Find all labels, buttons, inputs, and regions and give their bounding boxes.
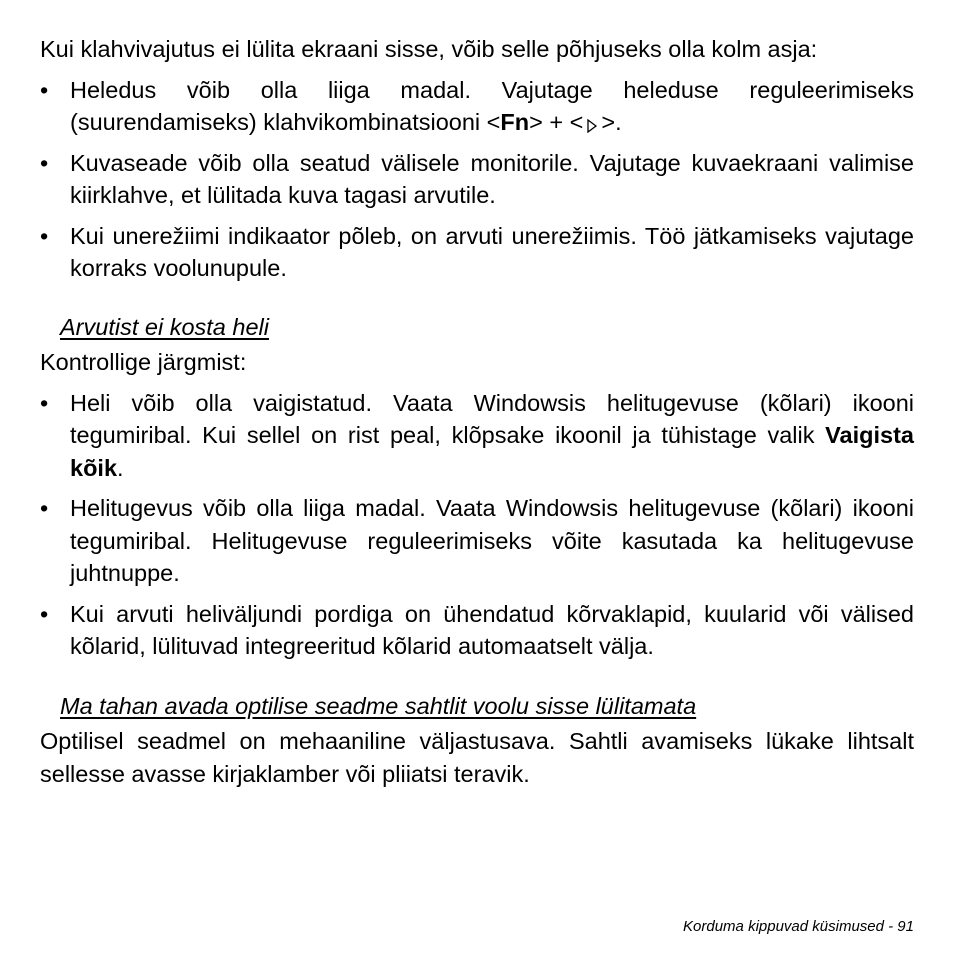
- list-item: [40, 147, 914, 212]
- section-heading-no-sound: Arvutist ei kosta heli: [60, 313, 269, 340]
- triangle-right-icon: [583, 106, 601, 139]
- section-lead: Kontrollige järgmist:: [40, 349, 247, 375]
- page-footer: Korduma kippuvad küsimused - 91: [683, 918, 914, 935]
- document-page: [40, 33, 914, 790]
- sound-troubleshoot-list: [40, 387, 914, 663]
- list-item-text: .: [117, 454, 124, 481]
- list-item-text: Heli võib olla vaigistatud. Vaata Windowsis helitugevuse (kõlari) ikooni tegumiribal. Kui sellel on rist peal, klõpsake ikoonil ja tühistage valik: [70, 389, 914, 448]
- list-item-text: Kuvaseade võib olla seatud välisele monitorile. Vajutage kuvaekraani valimise kiirklahve, et lülitada kuva tagasi arvutile.: [70, 149, 914, 208]
- bullet: •: [40, 76, 49, 103]
- bullet: •: [40, 600, 49, 627]
- list-item-text: Heledus võib olla liiga madal. Vajutage heleduse reguleerimiseks (suurendamiseks) klahvikombinatsiooni <: [70, 76, 914, 135]
- list-item-text: >.: [601, 109, 622, 135]
- display-troubleshoot-list: [40, 74, 914, 285]
- bullet: •: [40, 389, 49, 416]
- list-item: [40, 492, 914, 590]
- list-item: [40, 220, 914, 285]
- fn-key-label: Fn: [500, 109, 530, 135]
- list-item-text: Kui unerežiimi indikaator põleb, on arvuti unerežiimis. Töö jätkamiseks vajutage korraks voolunupule.: [70, 222, 914, 281]
- section-heading-optical-tray: Ma tahan avada optilise seadme sahtlit voolu sisse lülitamata: [60, 692, 697, 719]
- bullet: •: [40, 222, 49, 249]
- intro-paragraph: Kui klahvivajutus ei lülita ekraani sisse, võib selle põhjuseks olla kolm asja:: [40, 36, 818, 62]
- list-item: [40, 74, 914, 139]
- list-item: [40, 387, 914, 485]
- list-item: [40, 598, 914, 663]
- list-item-text: > + <: [529, 109, 584, 135]
- bullet: •: [40, 495, 49, 521]
- mute-all-label: Vaigista kõik: [70, 422, 914, 481]
- section-body: Optilisel seadmel on mehaaniline väljastusava. Sahtli avamiseks lükake lihtsalt sellesse avasse kirjaklamber või pliiatsi teravik.: [40, 728, 914, 787]
- list-item-text: Kui arvuti heliväljundi pordiga on ühendatud kõrvaklapid, kuularid või välised kõlarid, lülituvad integreeritud kõlarid automaatselt välja.: [70, 600, 914, 659]
- bullet: •: [40, 149, 49, 176]
- list-item-text: Helitugevus võib olla liiga madal. Vaata Windowsis helitugevuse (kõlari) ikooni tegumiribal. Helitugevuse reguleerimiseks võite kasutada ka helitugevuse juhtnuppe.: [70, 495, 914, 586]
